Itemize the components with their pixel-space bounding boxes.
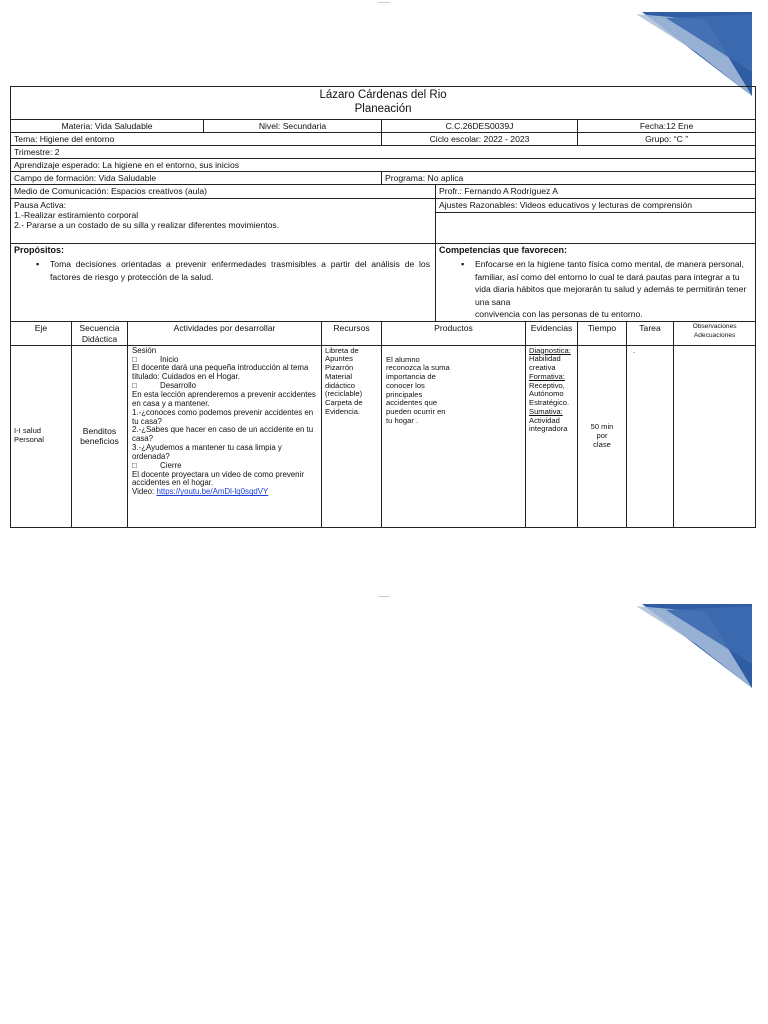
bullet-glyph-icon: □ bbox=[132, 354, 137, 364]
group-cell: Grupo: “C ” bbox=[578, 132, 756, 145]
development-label: Desarrollo bbox=[160, 381, 196, 391]
level-cell: Nivel: Secundaria bbox=[204, 119, 382, 132]
bullet-glyph-icon: □ bbox=[132, 460, 137, 470]
axis-cell: I-I salud Personal bbox=[11, 345, 72, 527]
time-text: 50 min por clase bbox=[590, 422, 614, 449]
evidence-summative: Actividad integradora bbox=[529, 415, 568, 434]
purposes-title: Propósitos: bbox=[14, 244, 65, 255]
evidence-diagnostic-label: Diagnostica: bbox=[529, 345, 571, 355]
title-row bbox=[11, 87, 756, 120]
subject-row bbox=[11, 119, 756, 132]
media-cell: Medio de Comunicación: Espacios creativos (aula) bbox=[11, 185, 436, 198]
purpose-item: ▪ Toma decisiones orientadas a prevenir enfermedades trasmisibles a partir del análisis de los factores de riesgo y protección de la salud. bbox=[50, 258, 430, 283]
video-label: Video: bbox=[132, 487, 155, 497]
observations-label: Observaciones bbox=[692, 323, 737, 331]
session-label: Sesión bbox=[132, 345, 157, 355]
adjustments-empty-cell bbox=[436, 212, 756, 243]
purposes-row bbox=[11, 243, 756, 322]
active-pause-step-1: 1.-Realizar estiramiento corporal bbox=[14, 209, 139, 220]
trimester-row bbox=[11, 146, 756, 159]
active-pause-title: Pausa Activa: bbox=[14, 199, 67, 210]
resource-item: Carpeta de Evidencia. bbox=[325, 398, 363, 416]
teacher-cell: Profr.: Fernando A Rodríguez A bbox=[436, 185, 756, 198]
page-separator-mark bbox=[378, 2, 390, 3]
products-text: El alumno reconozca la suma importancia de conocer los principales accidentes que pueden ocurrir en tu hogar . bbox=[386, 354, 450, 425]
activities-cell bbox=[128, 345, 322, 527]
col-header-resources: Recursos bbox=[322, 322, 382, 345]
title-cell bbox=[11, 87, 756, 120]
evidence-diagnostic: Habilidad creativa bbox=[529, 354, 561, 373]
evidence-cell bbox=[526, 345, 578, 527]
closing-text: El docente proyectara un video de como prevenir accidentes en el hogar. bbox=[132, 469, 304, 488]
planning-table bbox=[10, 86, 756, 528]
competence-item: Enfocarse en la higiene tanto física como mental, de manera personal, familiar, así como del entorno lo cual te dará pautas para integrar a tu vida diaria hábitos que mejorarán tu salud y además te permitirán tener una sana bbox=[475, 259, 747, 307]
corner-decoration-top bbox=[636, 12, 752, 96]
col-header-evidence: Evidencias bbox=[526, 322, 578, 345]
school-year-cell: Ciclo escolar: 2022 - 2023 bbox=[382, 132, 578, 145]
resource-item: Libreta de Apuntes bbox=[325, 345, 359, 364]
media-row bbox=[11, 185, 756, 198]
formation-field-cell: Campo de formación: Vida Saludable bbox=[11, 172, 382, 185]
resource-item: Material didáctico (reciclable) bbox=[325, 371, 363, 399]
competence-item-tail: convivencia con las personas de tu entorno. bbox=[475, 309, 643, 320]
field-row bbox=[11, 172, 756, 185]
video-link[interactable]: https://youtu.be/AmDl-lq0sqdVY bbox=[156, 487, 269, 497]
closing-label: Cierre bbox=[160, 460, 182, 470]
col-header-activities: Actividades por desarrollar bbox=[128, 322, 322, 345]
learning-cell: Aprendizaje esperado: La higiene en el entorno, sus inicios bbox=[11, 159, 756, 172]
resource-item: Pizarrón bbox=[325, 363, 354, 373]
competences-cell bbox=[436, 243, 756, 322]
products-cell bbox=[382, 345, 526, 527]
col-header-eje: Eje bbox=[11, 322, 72, 345]
sequence-cell: Benditos beneficios bbox=[72, 345, 128, 527]
competences-title: Competencias que favorecen: bbox=[439, 244, 568, 255]
development-text: En esta lección aprenderemos a prevenir accidentes en casa y a mantener. bbox=[132, 389, 316, 408]
evidence-formative-label: Formativa: bbox=[529, 371, 565, 381]
page-separator-mark bbox=[378, 596, 390, 597]
activity-row bbox=[11, 345, 756, 527]
school-code-cell: C.C.26DES0039J bbox=[382, 119, 578, 132]
column-header-row bbox=[11, 322, 756, 345]
date-cell: Fecha:12 Ene bbox=[578, 119, 756, 132]
col-header-sequence: Secuencia Didáctica bbox=[72, 322, 128, 345]
question-1: 1.-¿conoces como podemos prevenir accidentes en tu casa? bbox=[132, 407, 314, 426]
start-label: Inicio bbox=[160, 354, 179, 364]
document-title: Planeación bbox=[354, 103, 412, 116]
adjustments-cell: Ajustes Razonables: Videos educativos y lecturas de comprensión bbox=[436, 198, 756, 212]
question-2: 2.-¿Sabes que hacer en caso de un accidente en tu casa? bbox=[132, 425, 314, 444]
resources-cell bbox=[322, 345, 382, 527]
observations-cell bbox=[674, 345, 756, 527]
corner-decoration-bottom bbox=[636, 604, 752, 688]
school-name: Lázaro Cárdenas del Rio bbox=[319, 89, 447, 101]
topic-row bbox=[11, 132, 756, 145]
topic-cell: Tema: Higiene del entorno bbox=[11, 132, 382, 145]
learning-row bbox=[11, 159, 756, 172]
trimester-cell: Trimestre: 2 bbox=[11, 146, 756, 159]
evidence-summative-label: Sumativa: bbox=[529, 406, 563, 416]
question-3: 3.-¿Ayudemos a mantener tu casa limpia y ordenada? bbox=[132, 443, 282, 461]
adaptations-label: Adecuaciones bbox=[693, 331, 736, 339]
col-header-time: Tiempo bbox=[578, 322, 627, 345]
homework-cell: . bbox=[627, 345, 674, 527]
time-cell bbox=[578, 345, 627, 527]
purposes-cell bbox=[11, 243, 436, 322]
start-text: El docente dará una pequeña introducción al tema titulado: Cuidados en el Hogar. bbox=[132, 363, 309, 382]
active-pause-cell bbox=[11, 198, 436, 243]
pause-row bbox=[11, 198, 756, 212]
subject-cell: Materia: Vida Saludable bbox=[11, 119, 204, 132]
program-cell: Programa: No aplica bbox=[382, 172, 756, 185]
col-header-observations bbox=[674, 322, 756, 345]
active-pause-step-2: 2.- Pararse a un costado de su silla y realizar diferentes movimientos. bbox=[14, 219, 280, 230]
col-header-homework: Tarea bbox=[627, 322, 674, 345]
evidence-formative: Receptivo, Autónomo Estratégico. bbox=[529, 380, 570, 408]
bullet-glyph-icon: □ bbox=[132, 381, 137, 391]
col-header-products: Productos bbox=[382, 322, 526, 345]
